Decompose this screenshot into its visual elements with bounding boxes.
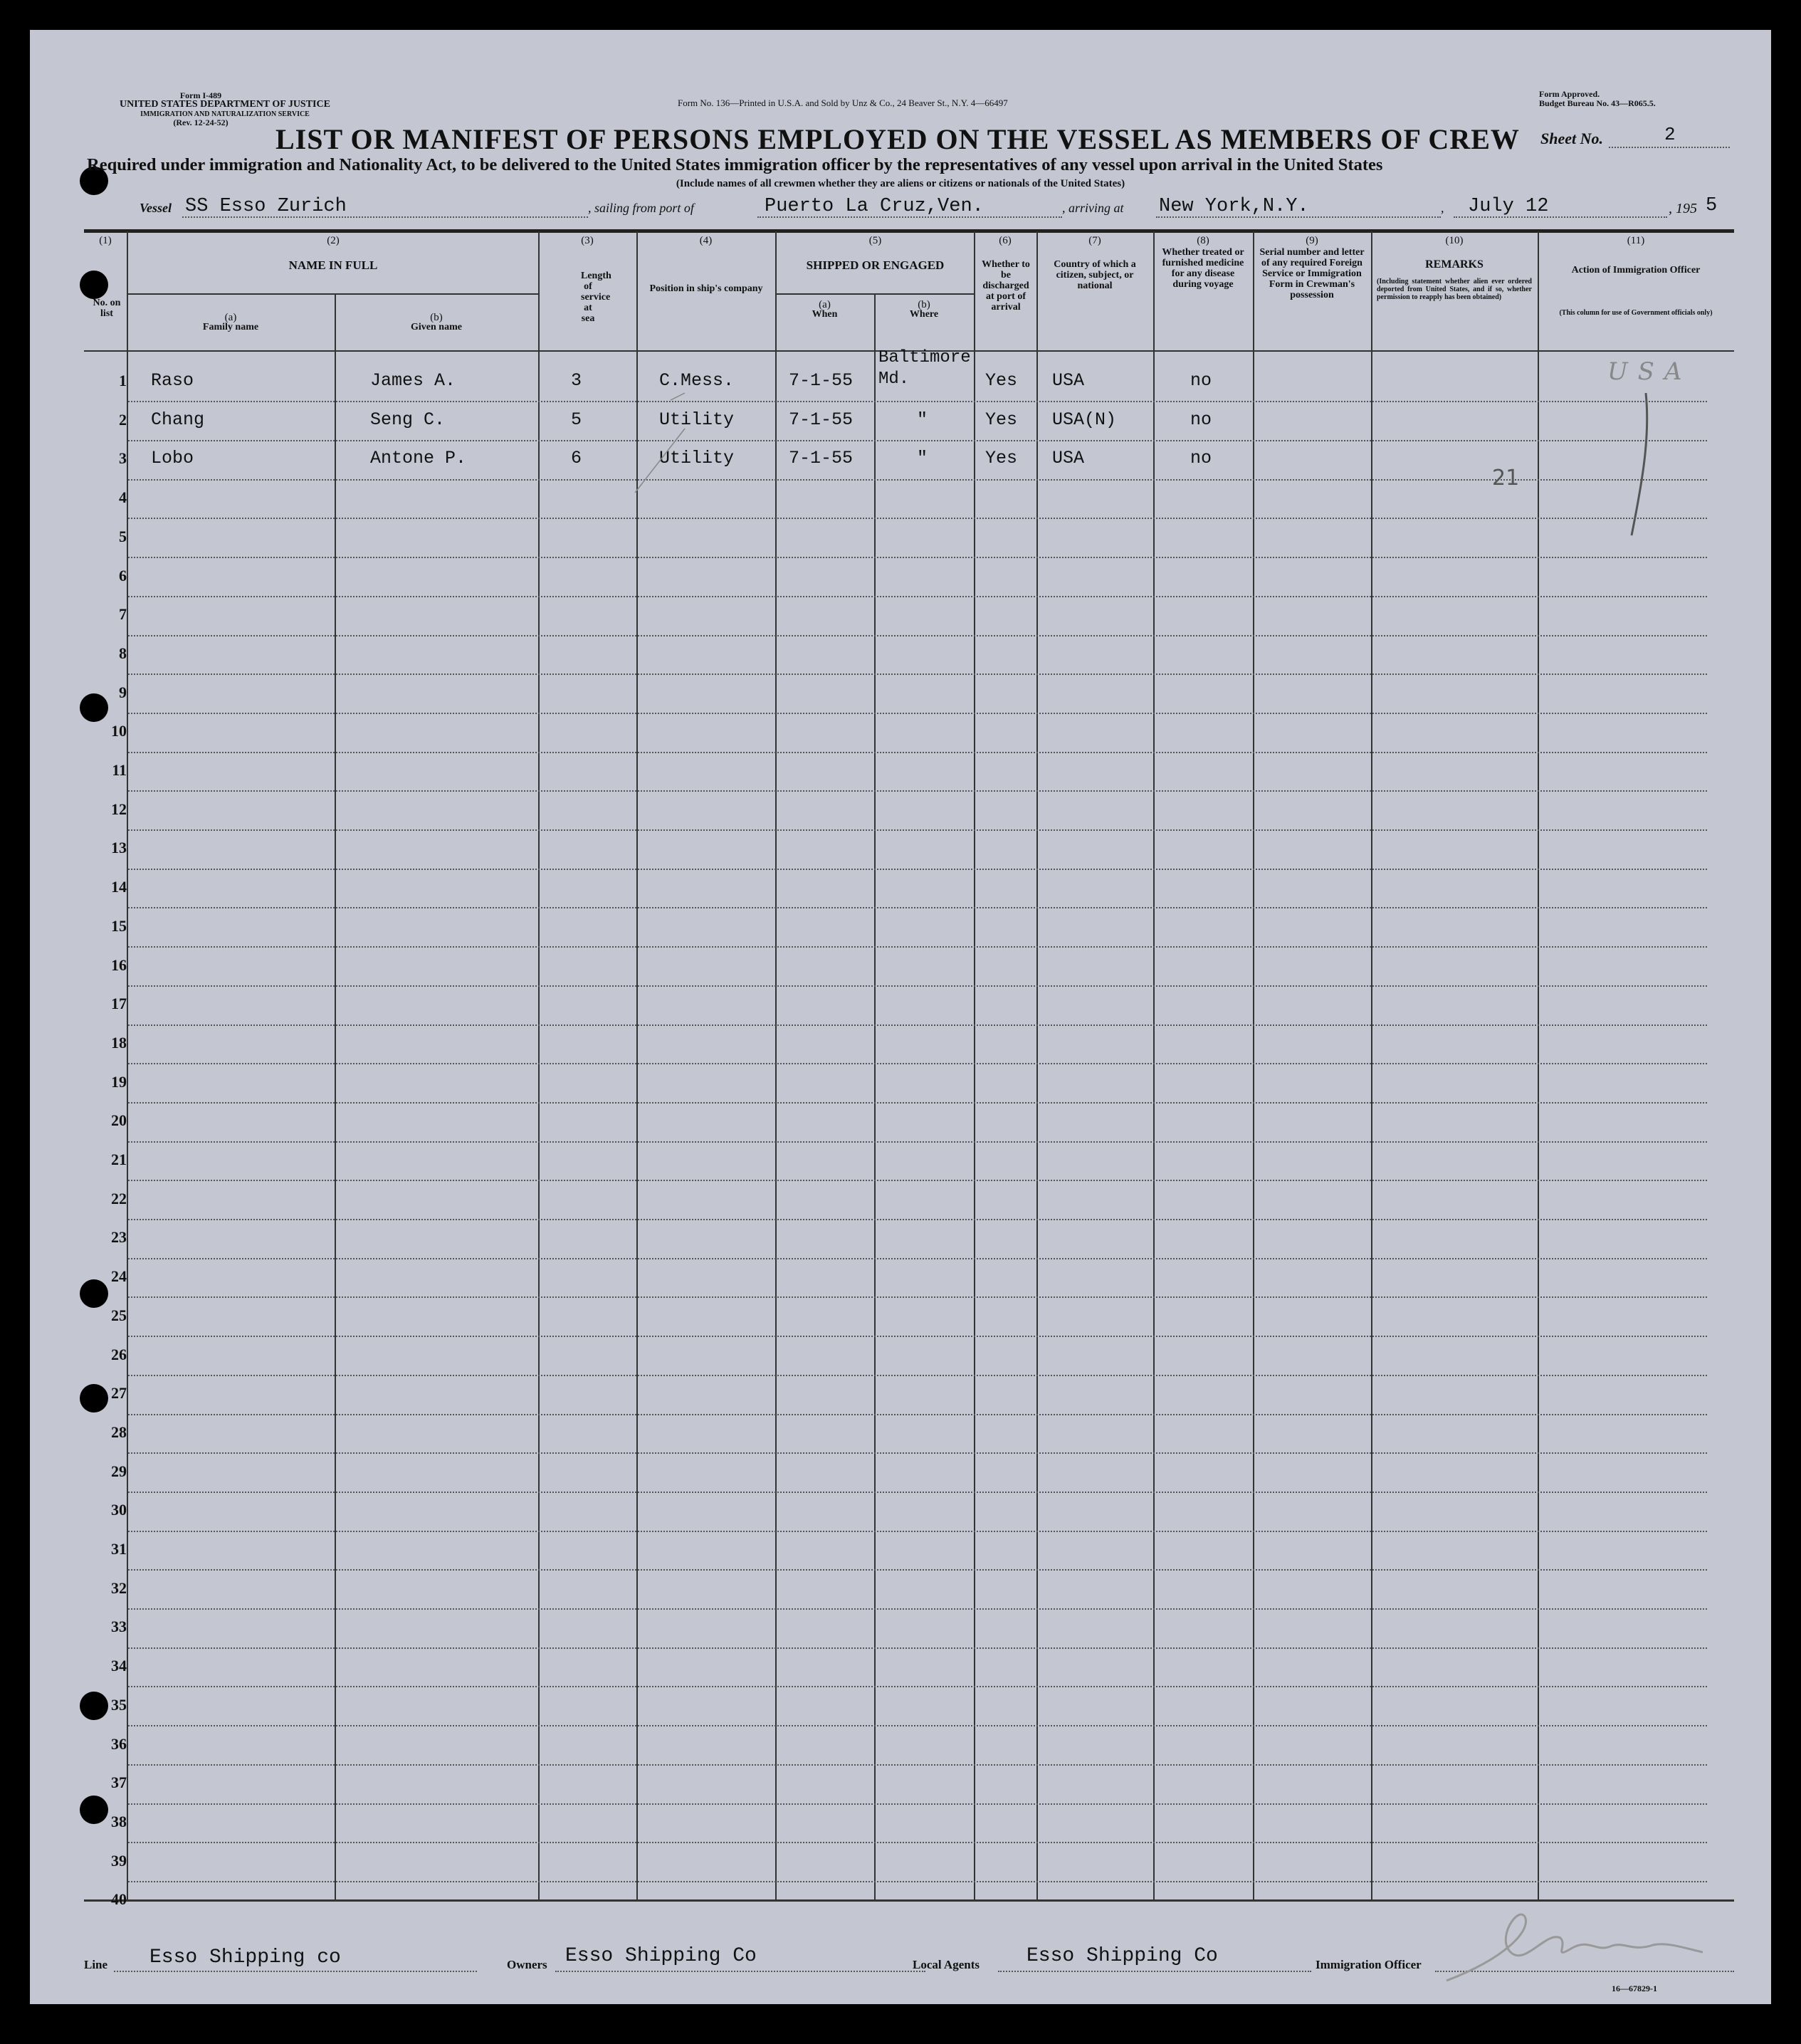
cell-service: 3 [571, 370, 582, 391]
row-number: 27 [111, 1384, 127, 1403]
row-number: 23 [111, 1228, 127, 1247]
row-number: 15 [111, 916, 127, 935]
row-number: 38 [111, 1812, 127, 1830]
col-number: (11) [1627, 235, 1645, 246]
row-number: 6 [119, 566, 127, 585]
row-number: 26 [111, 1345, 127, 1363]
arriving-label: , arriving at [1062, 201, 1124, 215]
row-separator [128, 479, 1707, 481]
cell-country: USA [1052, 448, 1085, 469]
row-separator [128, 1569, 1707, 1571]
footer-owners-value: Esso Shipping Co [565, 1945, 757, 1967]
col-number: (9) [1306, 235, 1318, 246]
port-to: New York,N.Y. [1159, 196, 1309, 217]
row-separator [128, 1725, 1707, 1726]
row-separator [128, 1881, 1707, 1882]
row-separator [128, 1024, 1707, 1026]
date-comma: , [1441, 201, 1444, 215]
col-head-officer: Action of Immigration Officer [1571, 265, 1701, 276]
row-separator [128, 1141, 1707, 1143]
col-head-given: Given name [411, 322, 462, 332]
row-separator [128, 1063, 1707, 1064]
officer-mark: USA [1607, 357, 1692, 386]
row-number: 5 [119, 527, 127, 545]
row-separator [128, 557, 1707, 558]
row-separator [128, 1452, 1707, 1454]
row-separator [128, 1492, 1707, 1493]
row-number: 21 [111, 1151, 127, 1168]
printer-note: Form No. 136—Printed in U.S.A. and Sold by Unz & Co., 24 Beaver St., N.Y. 4—66497 [678, 98, 1008, 108]
vessel-label: Vessel [140, 201, 172, 215]
col-divider [775, 231, 777, 1900]
manifest-sheet [30, 30, 1771, 2004]
col-number: (10) [1445, 235, 1464, 246]
year-prefix: , 195 [1669, 201, 1697, 216]
col-divider [335, 293, 336, 1900]
row-number: 14 [111, 878, 127, 896]
cell-given: Antone P. [370, 448, 467, 469]
row-separator [128, 518, 1707, 519]
sailing-label: , sailing from port of [588, 201, 694, 215]
row-separator [128, 1647, 1707, 1649]
col-number: (2) [327, 235, 340, 246]
row-number: 30 [111, 1501, 127, 1519]
col-head-discharged: Whether to be discharged at port of arrival [982, 259, 1030, 313]
col-number: (1) [99, 235, 112, 246]
footer-officer-label: Immigration Officer [1316, 1958, 1422, 1971]
form-revision: (Rev. 12-24-52) [173, 117, 229, 127]
col-head-remarks: REMARKS [1425, 258, 1484, 271]
department-name: UNITED STATES DEPARTMENT OF JUSTICE [120, 99, 330, 110]
col-head-serial: Serial number and letter of any required Foreign Service or Immigration Form in Crewman's possession [1259, 247, 1365, 300]
remarks-number: 21 [1492, 466, 1520, 491]
row-number: 40 [111, 1890, 127, 1909]
cell-country: USA [1052, 370, 1085, 391]
col-number: (5) [868, 235, 882, 246]
footer-agents-dotted [998, 1971, 1311, 1972]
footer-agents-value: Esso Shipping Co [1026, 1945, 1218, 1967]
col-head-shipped: SHIPPED OR ENGAGED [806, 258, 945, 272]
col-note-remarks: (Including statement whether alien ever ordered deported from United States, and if so, whether permission to reapply has been obtained) [1377, 278, 1532, 301]
punch-hole [80, 271, 108, 299]
row-number: 16 [111, 955, 127, 974]
cell-medicine: no [1190, 370, 1212, 391]
row-separator [128, 1608, 1707, 1610]
col-sub-number: (b) [918, 299, 930, 310]
row-number: 22 [111, 1189, 127, 1207]
footer-owners-label: Owners [507, 1958, 547, 1971]
sheet-number: 2 [1664, 124, 1676, 145]
cell-given: Seng C. [370, 409, 446, 430]
row-separator [128, 985, 1707, 987]
row-separator [128, 596, 1707, 597]
col-divider [1036, 231, 1038, 1900]
form-number: Form I-489 [179, 90, 222, 100]
row-number: 1 [119, 372, 127, 389]
col-sub-number: (b) [430, 312, 443, 323]
row-number: 39 [111, 1851, 127, 1870]
col-divider [1253, 231, 1254, 1900]
col-head-service: Length of service at sea [581, 271, 611, 324]
row-number: 3 [119, 449, 127, 468]
footer-line-value: Esso Shipping co [149, 1946, 341, 1969]
row-separator [128, 869, 1707, 870]
row-separator [128, 674, 1707, 675]
row-separator [128, 1180, 1707, 1181]
row-number: 33 [111, 1618, 127, 1636]
row-separator [128, 1336, 1707, 1337]
shipped-subheader-rule [775, 293, 975, 295]
port-from: Puerto La Cruz,Ven. [765, 196, 984, 217]
cell-position: Utility [659, 409, 735, 430]
row-number: 10 [111, 722, 127, 740]
row-separator [128, 1375, 1707, 1376]
row-number: 18 [111, 1033, 127, 1052]
row-number: 31 [111, 1540, 127, 1558]
row-number: 36 [111, 1734, 127, 1753]
row-separator [128, 635, 1707, 636]
cell-family: Raso [151, 370, 194, 391]
col-number: (8) [1197, 235, 1209, 246]
row-number: 13 [111, 839, 127, 857]
stray-pencil-strokes [628, 386, 692, 500]
service-name: IMMIGRATION AND NATURALIZATION SERVICE [140, 110, 310, 118]
vessel-name: SS Esso Zurich [185, 196, 347, 217]
row-separator [128, 1219, 1707, 1220]
row-separator [128, 1803, 1707, 1805]
cell-service: 5 [571, 409, 582, 430]
col-head-medicine: Whether treated or furnished medicine for any disease during voyage [1162, 247, 1244, 290]
sheet-label: Sheet No. [1540, 130, 1603, 147]
row-separator [128, 1764, 1707, 1766]
row-number: 37 [111, 1773, 127, 1792]
cell-when: 7-1-55 [789, 448, 854, 469]
cell-discharged: Yes [985, 448, 1018, 469]
col-sub-number: (a) [819, 299, 831, 310]
col-head-country: Country of which a citizen, subject, or national [1054, 259, 1136, 291]
col-divider [1371, 231, 1372, 1900]
row-number: 32 [111, 1578, 127, 1597]
arrival-date: July 12 [1468, 196, 1549, 217]
cell-where: " [917, 409, 928, 430]
row-number: 11 [112, 761, 127, 779]
col-number: (3) [581, 235, 594, 246]
budget-bureau: Budget Bureau No. 43—R065.5. [1539, 98, 1656, 108]
row-separator [128, 1531, 1707, 1532]
col-divider [538, 231, 540, 1900]
row-number: 12 [111, 800, 127, 818]
row-separator [128, 907, 1707, 908]
cell-medicine: no [1190, 409, 1212, 430]
cell-when: 7-1-55 [789, 370, 854, 391]
footer-owners-dotted [555, 1971, 925, 1972]
row-separator [128, 829, 1707, 831]
col-divider [1153, 231, 1155, 1900]
table-top-rule [84, 229, 1734, 233]
row-separator [128, 1258, 1707, 1259]
cell-family: Lobo [151, 448, 194, 469]
row-separator [128, 1414, 1707, 1415]
cell-country: USA(N) [1052, 409, 1117, 430]
form-approved: Form Approved. [1539, 89, 1600, 99]
col-head-no: No. on list [93, 298, 121, 319]
col-divider [874, 293, 876, 1900]
cell-where: Baltimore Md. [878, 348, 971, 389]
cell-given: James A. [370, 370, 456, 391]
row-separator [128, 790, 1707, 792]
row-separator [128, 1842, 1707, 1843]
include-note: (Include names of all crewmen whether they are aliens or citizens or nationals of the United States) [676, 178, 1125, 189]
col-divider [127, 231, 128, 1900]
row-separator [128, 1296, 1707, 1298]
row-number: 25 [111, 1306, 127, 1324]
cell-position: C.Mess. [659, 370, 735, 391]
row-number: 7 [119, 605, 127, 624]
row-number: 8 [119, 644, 127, 662]
cell-discharged: Yes [985, 409, 1018, 430]
col-divider [974, 231, 975, 1900]
year-suffix: 5 [1706, 195, 1718, 216]
subtitle: Required under immigration and Nationality Act, to be delivered to the United States immigration officer by the representatives of any vessel upon arrival in the United States [87, 155, 1383, 174]
row-number: 19 [111, 1072, 127, 1091]
footer-agents-label: Local Agents [913, 1958, 980, 1971]
row-number: 29 [111, 1462, 127, 1480]
officer-pencil-mark [1596, 379, 1681, 550]
col-divider [1538, 231, 1539, 1900]
row-number: 20 [111, 1111, 127, 1130]
col-head-where: Where [909, 309, 939, 320]
col-head-name: NAME IN FULL [288, 258, 378, 272]
col-sub-number: (a) [224, 312, 237, 323]
officer-signature [1418, 1909, 1717, 1988]
print-code: 16—67829-1 [1612, 1983, 1657, 1993]
footer-line-label: Line [84, 1958, 108, 1971]
row-separator [128, 440, 1707, 441]
col-number: (7) [1088, 235, 1101, 246]
cell-service: 6 [571, 448, 582, 469]
row-separator [128, 713, 1707, 714]
table-bottom-rule [84, 1899, 1734, 1902]
cell-discharged: Yes [985, 370, 1018, 391]
row-number: 17 [111, 995, 127, 1013]
col-number: (6) [999, 235, 1012, 246]
row-number: 34 [111, 1657, 127, 1675]
sheet-dotted-line [1609, 147, 1730, 148]
footer-line-dotted [114, 1971, 477, 1972]
col-note-officer: (This column for use of Government officials only) [1559, 309, 1713, 317]
row-separator [128, 946, 1707, 948]
col-head-position: Position in ship's company [649, 283, 763, 294]
name-subheader-rule [127, 293, 540, 295]
cell-when: 7-1-55 [789, 409, 854, 430]
row-separator [128, 1102, 1707, 1104]
page-title: LIST OR MANIFEST OF PERSONS EMPLOYED ON THE VESSEL AS MEMBERS OF CREW [275, 123, 1520, 155]
cell-position: Utility [659, 448, 735, 469]
cell-where: " [917, 448, 928, 469]
row-separator [128, 1686, 1707, 1687]
row-separator [128, 752, 1707, 753]
row-number: 9 [119, 683, 127, 701]
row-number: 28 [111, 1422, 127, 1441]
cell-family: Chang [151, 409, 205, 430]
col-head-when: When [812, 309, 838, 320]
row-number: 2 [119, 410, 127, 429]
row-number: 4 [119, 488, 127, 507]
row-number: 35 [111, 1695, 127, 1714]
row-separator [128, 401, 1707, 402]
row-number: 24 [111, 1267, 127, 1286]
col-head-family: Family name [202, 322, 259, 332]
cell-medicine: no [1190, 448, 1212, 469]
col-number: (4) [699, 235, 713, 246]
